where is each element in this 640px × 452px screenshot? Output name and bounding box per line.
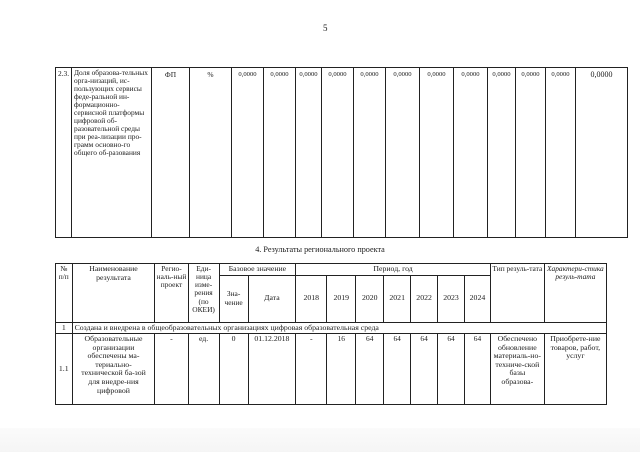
indicator-value: 0,0000 (232, 68, 264, 238)
col-year: 2020 (356, 275, 384, 322)
col-year: 2023 (438, 275, 465, 322)
table-row (56, 334, 607, 405)
section-number: 1 (56, 322, 73, 334)
indicator-value: 0,0000 (354, 68, 386, 238)
row-year-value: 64 (438, 334, 465, 405)
col-year: 2018 (296, 275, 327, 322)
row-regional-project: - (155, 334, 188, 405)
results-section-row (56, 322, 607, 334)
col-unit: Еди-ница изме-рения (по ОКЕИ) (188, 264, 219, 323)
indicator-name: Доля образова-тельных орга-низаций, ис-пользующих сервисы феде-ральной ин-формационно-сервисной платформы цифровой об-разовательной среды при реа-лизации про-грамм основно-го общего об-разования (72, 68, 152, 238)
section-title: 4. Результаты регионального проекта (255, 245, 385, 254)
indicator-value: 0,0000 (454, 68, 488, 238)
indicator-value: 0,0000 (420, 68, 454, 238)
col-year: 2022 (411, 275, 438, 322)
row-number: 1.1 (56, 334, 73, 405)
col-period: Период, год (296, 264, 491, 276)
row-year-value: 64 (411, 334, 438, 405)
col-base-value-value: Зна-чение (219, 275, 248, 322)
row-base-date: 01.12.2018 (248, 334, 296, 405)
col-year: 2019 (327, 275, 356, 322)
row-characteristic: Приобрете-ние товаров, работ, услуг (544, 334, 606, 405)
col-number: № п/п (56, 264, 73, 323)
row-year-value: - (296, 334, 327, 405)
indicator-type: ФП (152, 68, 190, 238)
indicator-number: 2.3. (56, 68, 72, 238)
results-table (55, 263, 607, 405)
indicator-value: 0,0000 (296, 68, 322, 238)
row-year-value: 64 (356, 334, 384, 405)
col-regional-project: Регио-наль-ный проект (155, 264, 188, 323)
row-result-type: Обеспечено обновление материаль-но-техниче-ской базы образова- (490, 334, 544, 405)
indicator-value: 0,0000 (576, 68, 628, 238)
col-year: 2021 (384, 275, 411, 322)
row-year-value: 64 (384, 334, 411, 405)
row-name: Образовательные организации обеспечены ма-териально-технической ба-зой для внедре-ния цифровой (72, 334, 155, 405)
row-year-value: 64 (464, 334, 490, 405)
indicator-value: 0,0000 (264, 68, 296, 238)
row-year-value: 16 (327, 334, 356, 405)
indicator-value: 0,0000 (322, 68, 354, 238)
indicator-value: 0,0000 (516, 68, 546, 238)
col-name: Наименование результата (72, 264, 155, 323)
indicator-unit: % (190, 68, 232, 238)
col-result-type: Тип резуль-тата (490, 264, 544, 323)
indicator-row (56, 68, 628, 238)
indicator-table (55, 67, 628, 238)
indicator-value: 0,0000 (546, 68, 576, 238)
results-header-row (56, 264, 607, 276)
section-row-title: Создана и внедрена в общеобразовательных организациях цифровая образовательная среда (72, 322, 606, 334)
indicator-value: 0,0000 (386, 68, 420, 238)
col-base-value-date: Дата (248, 275, 296, 322)
indicator-value: 0,0000 (488, 68, 516, 238)
scan-edge (0, 428, 640, 452)
col-base-value: Базовое значение (219, 264, 296, 276)
col-characteristic: Характери-стика резуль-тата (544, 264, 606, 323)
row-base-value: 0 (219, 334, 248, 405)
col-year: 2024 (464, 275, 490, 322)
page-number: 5 (323, 23, 328, 33)
row-unit: ед. (188, 334, 219, 405)
